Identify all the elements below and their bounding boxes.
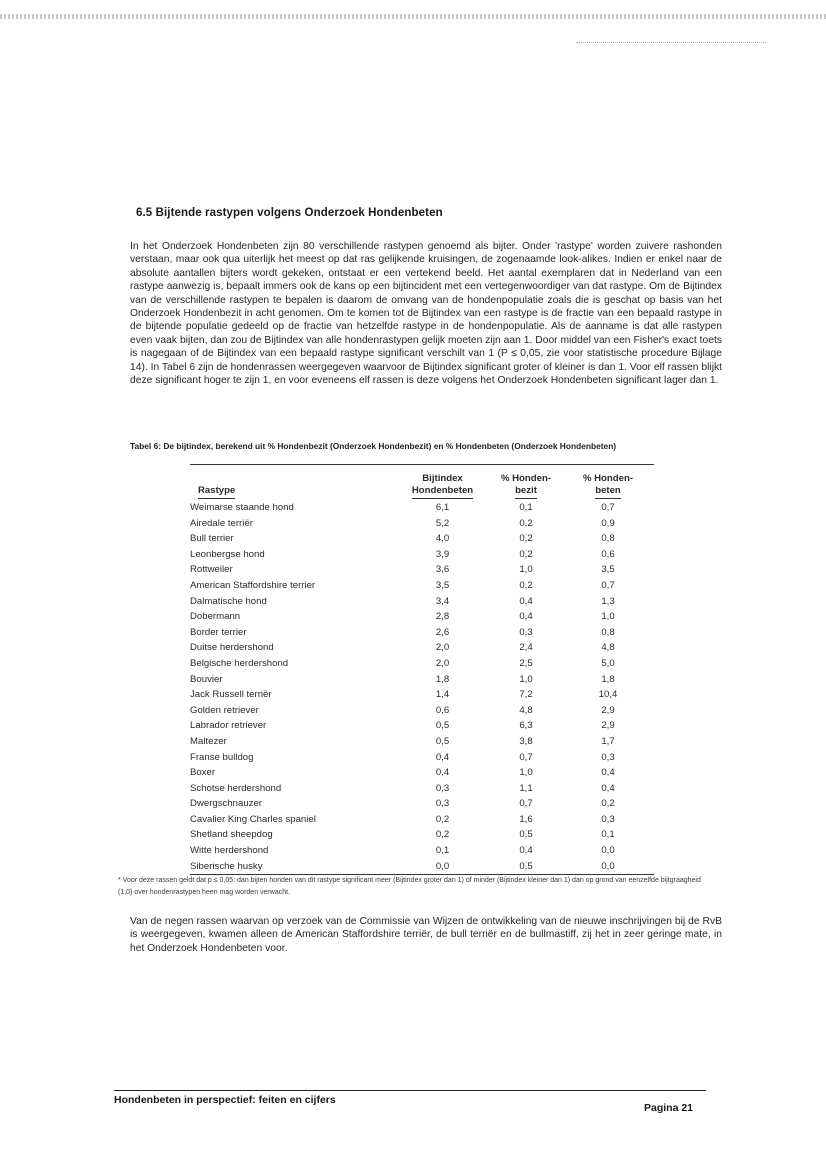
- cell-pct-ownership: 0,4: [519, 611, 533, 623]
- cell-pct-bites: 1,0: [601, 611, 615, 623]
- header-breed: Rastype: [190, 473, 395, 500]
- cell-pct-bites: 4,8: [601, 642, 615, 654]
- cell-bite-index: 0,3: [435, 798, 450, 810]
- cell-bite-index: 3,5: [435, 579, 450, 591]
- cell-bite-index: 4,0: [435, 533, 450, 545]
- cell-pct-bites: 0,0: [562, 859, 654, 875]
- header-dotted-line: [576, 42, 766, 44]
- closing-paragraph: Van de negen rassen waarvan op verzoek van de Commissie van Wijzen de ontwikkeling van de nieuwe inschrijvingen bij de RvB is weergegeven, kwamen alleen de American Staffordshire terriër, de bull terriër en de bullmastiff, zij het in zeer geringe mate, in het Onderzoek Hondenbeten voor.: [130, 916, 722, 954]
- cell-pct-ownership: 0,7: [519, 798, 533, 810]
- bite-index-table: [190, 464, 654, 875]
- table-row: [190, 718, 654, 734]
- cell-pct-ownership: 1,6: [519, 813, 533, 825]
- cell-pct-bites: 0,6: [601, 548, 615, 560]
- cell-breed: Belgische herdershond: [190, 657, 289, 669]
- table-row: [190, 531, 654, 547]
- cell-bite-index: 0,3: [435, 782, 450, 794]
- cell-pct-ownership: 0,7: [519, 751, 533, 763]
- cell-pct-ownership: 0,2: [519, 517, 533, 529]
- cell-pct-ownership: 7,2: [519, 689, 533, 701]
- cell-pct-bites: 0,3: [601, 813, 615, 825]
- cell-bite-index: 0,6: [435, 704, 450, 716]
- header-pct-ownership: % Honden- bezit: [490, 473, 562, 500]
- cell-bite-index: 1,4: [435, 689, 450, 701]
- table-footnote: * Voor deze rassen geldt dat p ≤ 0,05: dan bijten honden van dit rastype significant meer (Bijtindex groter dan 1) of minder (Bijtindex kleiner dan 1) dan op grond van eenzelfde bijtgraagheid (1,0) over hondenrastypen heen mag worden verwacht.: [118, 877, 701, 896]
- cell-bite-index: 0,0: [395, 859, 490, 875]
- cell-breed: Leonbergse hond: [190, 548, 265, 560]
- cell-breed: Rottweiler: [190, 564, 233, 576]
- intro-paragraph: In het Onderzoek Hondenbeten zijn 80 verschillende rastypen genoemd als bijter. Onder 'rastype' worden zuivere rashonden verstaan, maar ook qua uiterlijk het meest op dat ras gelijkende kruisingen, de zogenaamde look-alikes. Indien er enkel naar de absolute aantallen bijters wordt gekeken, ontstaat er een vertekend beeld. Het aantal exemplaren dat in Nederland van een rastype aanwezig is, bepaalt immers ook de kans op een bijtincident met een vertegenwoordiger van dat rastype. Om de Bijtindex van de verschillende rastypen te bepalen is daarom de omvang van de hondenpopulatie zoals die is geschat op basis van het Onderzoek Hondenbezit in acht genomen. Om te komen tot de Bijtindex van een rastype is de fractie van een bepaald rastype in de bijtende populatie gedeeld op de fractie van hetzelfde rastype in de hondenpopulatie. Als de aanname is dat alle rastypen even vaak bijten, dan zou de Bijtindex van alle hondenrastypen gelijk moeten zijn aan 1. Door middel van een Fisher's exact toets is nagegaan of de Bijtindex van een bepaald rastype significant verschilt van 1 (P ≤ 0,05, zie voor statistische procedure Bijlage 14). In Tabel 6 zijn de hondenrassen weergegeven waarvoor de Bijtindex significant groter of kleiner is dan 1. Voor elf rassen blijkt deze significant hoger te zijn 1, en voor eveneens elf rassen is deze volgens het Onderzoek Hondenbeten significant lager dan 1.: [130, 241, 722, 387]
- cell-bite-index: 0,4: [435, 767, 450, 779]
- section-title: 6.5 Bijtende rastypen volgens Onderzoek Hondenbeten: [136, 207, 443, 219]
- cell-breed: Boxer: [190, 767, 216, 779]
- table-row: [190, 562, 654, 578]
- table-caption: Tabel 6: De bijtindex, berekend uit % Hondenbezit (Onderzoek Hondenbezit) en % Hondenbeten (Onderzoek Hondenbeten): [130, 441, 617, 451]
- table-row: [190, 765, 654, 781]
- cell-pct-ownership: 0,3: [519, 626, 533, 638]
- cell-bite-index: 3,6: [435, 564, 450, 576]
- table-row: [190, 734, 654, 750]
- cell-pct-ownership: 3,8: [519, 735, 533, 747]
- cell-breed: Cavalier King Charles spaniel: [190, 813, 316, 825]
- cell-breed: Duitse herdershond: [190, 642, 274, 654]
- cell-bite-index: 0,1: [435, 845, 450, 857]
- cell-pct-bites: 0,0: [601, 845, 615, 857]
- footer-title: Hondenbeten in perspectief: feiten en cijfers: [114, 1094, 336, 1106]
- cell-pct-bites: 1,7: [601, 735, 615, 747]
- cell-pct-bites: 0,7: [601, 579, 615, 591]
- cell-bite-index: 0,2: [435, 829, 450, 841]
- cell-breed: Dalmatische hond: [190, 595, 267, 607]
- table-row: [190, 796, 654, 812]
- cell-pct-ownership: 4,8: [519, 704, 533, 716]
- cell-bite-index: 2,0: [435, 657, 450, 669]
- table-row: [190, 843, 654, 859]
- cell-bite-index: 0,5: [435, 720, 450, 732]
- cell-pct-ownership: 2,4: [519, 642, 533, 654]
- cell-pct-bites: 0,7: [601, 502, 615, 513]
- table-row: [190, 703, 654, 719]
- table-row: [190, 594, 654, 610]
- cell-breed: Bouvier: [190, 673, 223, 685]
- cell-pct-bites: 1,8: [601, 673, 615, 685]
- cell-pct-bites: 5,0: [601, 657, 615, 669]
- table-row: [190, 547, 654, 563]
- cell-breed: Bull terrier: [190, 533, 234, 545]
- cell-breed: Airedale terriër: [190, 517, 253, 529]
- cell-breed: Witte herdershond: [190, 845, 269, 857]
- table-body: [190, 500, 654, 875]
- cell-breed: Border terrier: [190, 626, 247, 638]
- cell-breed: Schotse herdershond: [190, 782, 282, 794]
- cell-breed: American Staffordshire terrier: [190, 579, 316, 591]
- cell-pct-ownership: 1,0: [519, 673, 533, 685]
- cell-pct-bites: 0,8: [601, 533, 615, 545]
- cell-pct-ownership: 1,0: [519, 564, 533, 576]
- cell-breed: Maltezer: [190, 735, 227, 747]
- table-row: [190, 609, 654, 625]
- table-row: [190, 500, 654, 516]
- table-row: [190, 687, 654, 703]
- cell-breed: Shetland sheepdog: [190, 829, 273, 841]
- cell-bite-index: 3,9: [435, 548, 450, 560]
- table-row: [190, 750, 654, 766]
- cell-pct-bites: 0,3: [601, 751, 615, 763]
- cell-pct-ownership: 0,4: [519, 595, 533, 607]
- header-bite-index: Bijtindex Hondenbeten: [395, 473, 490, 500]
- cell-bite-index: 0,4: [435, 751, 450, 763]
- cell-breed: Dwergschnauzer: [190, 798, 262, 810]
- cell-breed: Jack Russell terriër: [190, 689, 272, 701]
- footer-rule: [114, 1090, 706, 1091]
- cell-pct-ownership: 0,2: [519, 579, 533, 591]
- page-number: Pagina 21: [644, 1102, 694, 1114]
- cell-bite-index: 2,6: [435, 626, 450, 638]
- cell-pct-ownership: 0,5: [519, 829, 533, 841]
- table-row: [190, 640, 654, 656]
- cell-breed: Labrador retriever: [190, 720, 267, 732]
- cell-breed: Weimarse staande hond: [190, 502, 294, 513]
- cell-bite-index: 2,0: [435, 642, 450, 654]
- cell-pct-bites: 0,1: [601, 829, 615, 841]
- cell-pct-ownership: 1,1: [519, 782, 533, 794]
- cell-pct-ownership: 2,5: [519, 657, 533, 669]
- cell-pct-ownership: 1,0: [519, 767, 533, 779]
- cell-bite-index: 1,8: [435, 673, 450, 685]
- cell-pct-bites: 2,9: [601, 720, 615, 732]
- cell-pct-bites: 0,4: [601, 767, 615, 779]
- cell-bite-index: 3,4: [435, 595, 450, 607]
- header-pct-bites: % Honden- beten: [562, 473, 654, 500]
- table-row: [190, 812, 654, 828]
- cell-pct-ownership: 0,2: [519, 533, 533, 545]
- cell-bite-index: 0,2: [435, 813, 450, 825]
- cell-pct-bites: 3,5: [601, 564, 615, 576]
- cell-bite-index: 5,2: [435, 517, 450, 529]
- cell-bite-index: 2,8: [435, 611, 450, 623]
- cell-breed: Dobermann: [190, 611, 241, 623]
- cell-pct-bites: 0,2: [601, 798, 615, 810]
- cell-pct-ownership: 0,5: [490, 859, 562, 875]
- cell-pct-ownership: 0,2: [519, 548, 533, 560]
- cell-pct-ownership: 0,1: [519, 502, 533, 513]
- cell-pct-ownership: 0,4: [519, 845, 533, 857]
- cell-pct-bites: 10,4: [598, 689, 618, 701]
- table-row: [190, 516, 654, 532]
- scan-artifact: [0, 14, 826, 19]
- cell-pct-bites: 0,8: [601, 626, 615, 638]
- cell-pct-ownership: 6,3: [519, 720, 533, 732]
- cell-bite-index: 6,1: [435, 502, 450, 513]
- cell-pct-bites: 1,3: [601, 595, 615, 607]
- table-header-row: [190, 473, 654, 500]
- table-row: [190, 625, 654, 641]
- cell-bite-index: 0,5: [435, 735, 450, 747]
- table-top-rule: [190, 464, 654, 465]
- table-row: [190, 827, 654, 843]
- table-row: [190, 859, 654, 875]
- cell-pct-bites: 0,9: [601, 517, 615, 529]
- cell-breed: Franse bulldog: [190, 751, 254, 763]
- cell-breed: Siberische husky: [190, 859, 395, 875]
- cell-breed: Golden retriever: [190, 704, 259, 716]
- cell-pct-bites: 0,4: [601, 782, 615, 794]
- table-row: [190, 781, 654, 797]
- table-row: [190, 656, 654, 672]
- table-row: [190, 578, 654, 594]
- table-row: [190, 672, 654, 688]
- cell-pct-bites: 2,9: [601, 704, 615, 716]
